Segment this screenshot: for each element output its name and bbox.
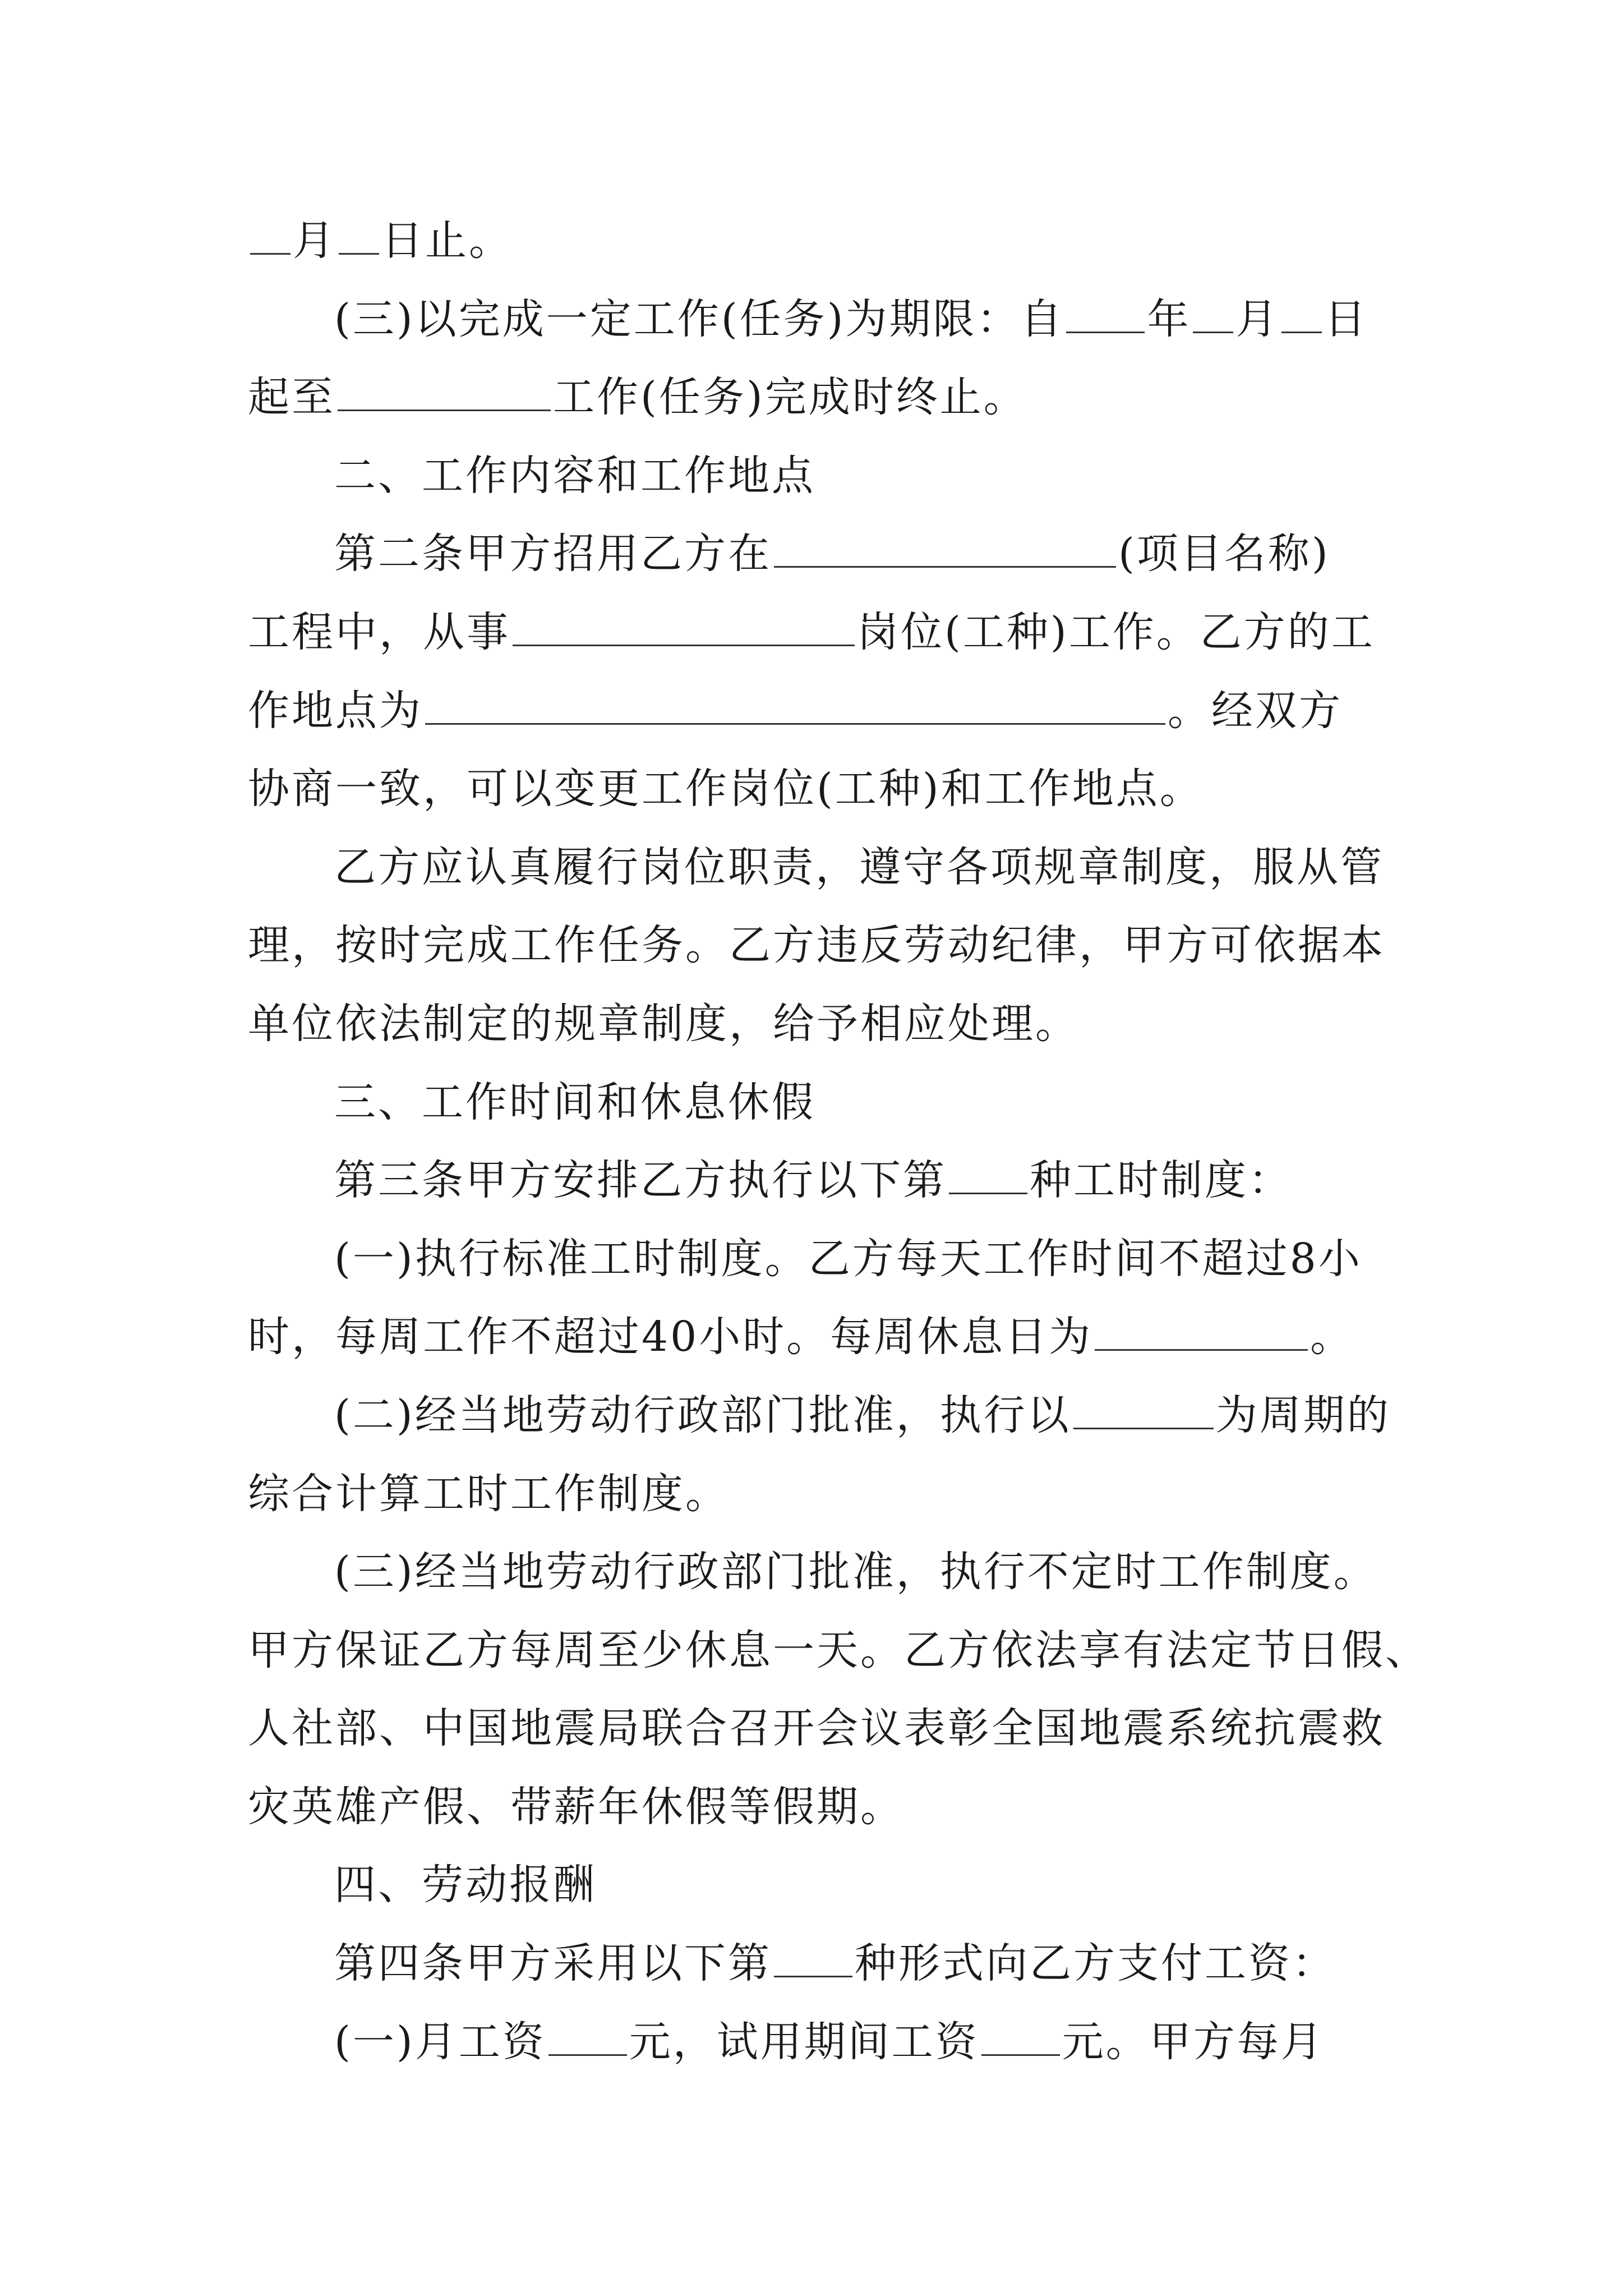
text-line: (一)月工资 元，试用期间工资 元。甲方每月 — [248, 2003, 1378, 2082]
text-line: 人社部、中国地震局联合召开会议表彰全国地震系统抗震救 — [248, 1704, 1385, 1753]
text-line: (一)执行标准工时制度。乙方每天工作时间不超过8小 — [334, 1234, 1362, 1283]
blank-field[interactable] — [425, 684, 1165, 725]
text-line: 协商一致，可以变更工作岗位(工种)和工作地点。 — [248, 765, 1204, 813]
blank-field[interactable] — [513, 605, 855, 646]
section-heading: 二、工作内容和工作地点 — [334, 451, 815, 500]
text-line: 作地点为 。经双方 — [248, 672, 1378, 751]
blank-field[interactable] — [339, 214, 379, 255]
text-line: 乙方应认真履行岗位职责，遵守各项规章制度，服从管 — [334, 843, 1384, 891]
blank-field[interactable] — [1193, 292, 1233, 333]
text-line: 灾英雄产假、带薪年休假等假期。 — [248, 1782, 904, 1831]
blank-field[interactable] — [338, 370, 551, 411]
text-line: 月 日止。 — [248, 202, 1378, 280]
text-line: 第四条甲方采用以下第 种形式向乙方支付工资： — [248, 1925, 1378, 2003]
blank-field[interactable] — [774, 527, 1116, 568]
text-line: 第二条甲方招用乙方在 (项目名称) — [248, 515, 1378, 593]
section-heading: 三、工作时间和休息休假 — [334, 1078, 815, 1126]
text-line: 理，按时完成工作任务。乙方违反劳动纪律，甲方可依据本 — [248, 921, 1385, 970]
text-line: (三)以完成一定工作(任务)为期限：自 年 月 日 — [248, 280, 1378, 359]
blank-field[interactable] — [949, 1153, 1027, 1194]
blank-field[interactable] — [1066, 292, 1145, 333]
text-line: 综合计算工时工作制度。 — [248, 1469, 729, 1518]
text-line: 起至 工作(任务)完成时终止。 — [248, 358, 1378, 437]
blank-field[interactable] — [1095, 1310, 1308, 1351]
contract-text — [248, 202, 1429, 2081]
blank-field[interactable] — [1281, 292, 1322, 333]
blank-field[interactable] — [1073, 1388, 1214, 1429]
text-line: 第三条甲方安排乙方执行以下第 种工时制度： — [248, 1142, 1378, 1220]
text-line: 甲方保证乙方每周至少休息一天。乙方依法享有法定节日假、 — [248, 1626, 1429, 1674]
section-heading: 四、劳动报酬 — [334, 1861, 597, 1910]
text-line: 工程中，从事 岗位(工种)工作。乙方的工 — [248, 593, 1378, 672]
text-line: (三)经当地劳动行政部门批准，执行不定时工作制度。 — [334, 1548, 1377, 1596]
text-line: (二)经当地劳动行政部门批准，执行以 为周期的 — [248, 1377, 1378, 1455]
blank-field[interactable] — [548, 2015, 627, 2056]
text-line: 时，每周工作不超过40小时。每周休息日为 。 — [248, 1298, 1378, 1377]
blank-field[interactable] — [250, 214, 291, 255]
blank-field[interactable] — [981, 2015, 1060, 2056]
blank-field[interactable] — [774, 1936, 852, 1977]
text-line: 单位依法制定的规章制度，给予相应处理。 — [248, 999, 1079, 1048]
